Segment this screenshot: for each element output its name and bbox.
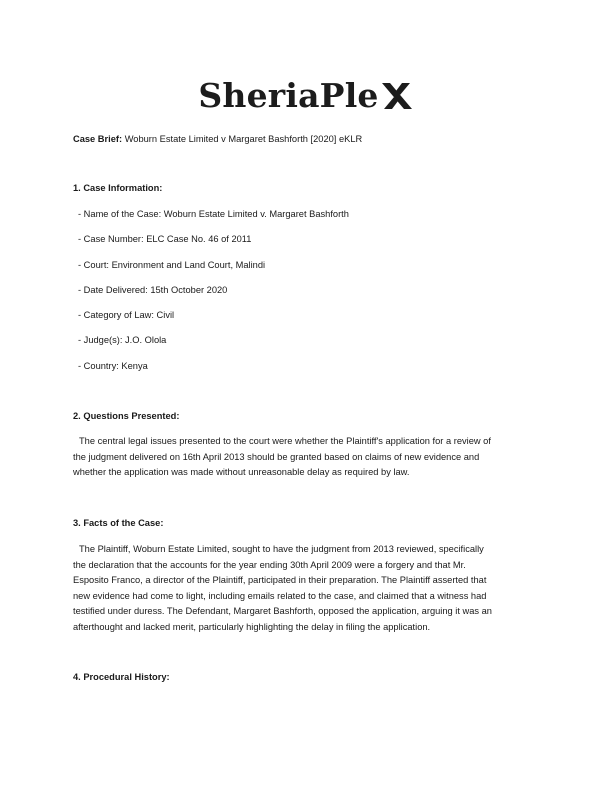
heading-facts-of-the-case: 3. Facts of the Case: [73,518,164,528]
case-info-item: - Name of the Case: Woburn Estate Limited v. Margaret Bashforth [78,209,349,219]
logo-wordmark: SheriaPle [198,76,379,115]
case-brief-line [73,134,362,144]
paragraph-line: The central legal issues presented to the court were whether the Plaintiff's application for a review of [79,436,491,446]
case-info-item: - Judge(s): J.O. Olola [78,335,167,345]
logo-x-mark-icon [380,81,414,111]
paragraph-line: testified under duress. The Defendant, Margaret Bashforth, opposed the application, arguing it was an [73,606,492,617]
heading-questions-presented: 2. Questions Presented: [73,411,180,421]
case-brief-title: Woburn Estate Limited v Margaret Bashforth [2020] eKLR [124,134,363,144]
heading-case-information: 1. Case Information: [73,183,163,193]
case-info-item: - Country: Kenya [78,361,148,371]
case-brief-label: Case Brief: [73,134,123,144]
questions-paragraph [73,434,543,481]
paragraph-line: The Plaintiff, Woburn Estate Limited, sought to have the judgment from 2013 reviewed, specifically [79,544,484,554]
case-info-item: - Category of Law: Civil [78,310,175,320]
facts-paragraph [73,542,543,636]
case-info-item: - Court: Environment and Land Court, Malindi [78,260,266,270]
heading-procedural-history: 4. Procedural History: [73,672,170,682]
case-info-item: - Case Number: ELC Case No. 46 of 2011 [78,234,252,244]
paragraph-line: the judgment delivered on 16th April 2013 should be granted based on claims of new evidence and [73,451,480,462]
paragraph-line: new evidence had come to light, including emails related to the case, and claimed that a witness had [73,590,487,601]
paragraph-line: afterthought and lacked merit, particularly highlighting the delay in filing the application. [73,621,431,632]
paragraph-line: the declaration that the accounts for the year ending 30th April 2009 were a forgery and that Mr. [73,559,466,570]
sheriaplex-logo [0,76,612,115]
case-info-item: - Date Delivered: 15th October 2020 [78,285,228,295]
paragraph-line: Esposito Franco, a director of the Plaintiff, participated in their preparation. The Plaintiff asserted that [73,575,487,586]
paragraph-line: whether the application was made without unreasonable delay as required by law. [73,467,410,478]
